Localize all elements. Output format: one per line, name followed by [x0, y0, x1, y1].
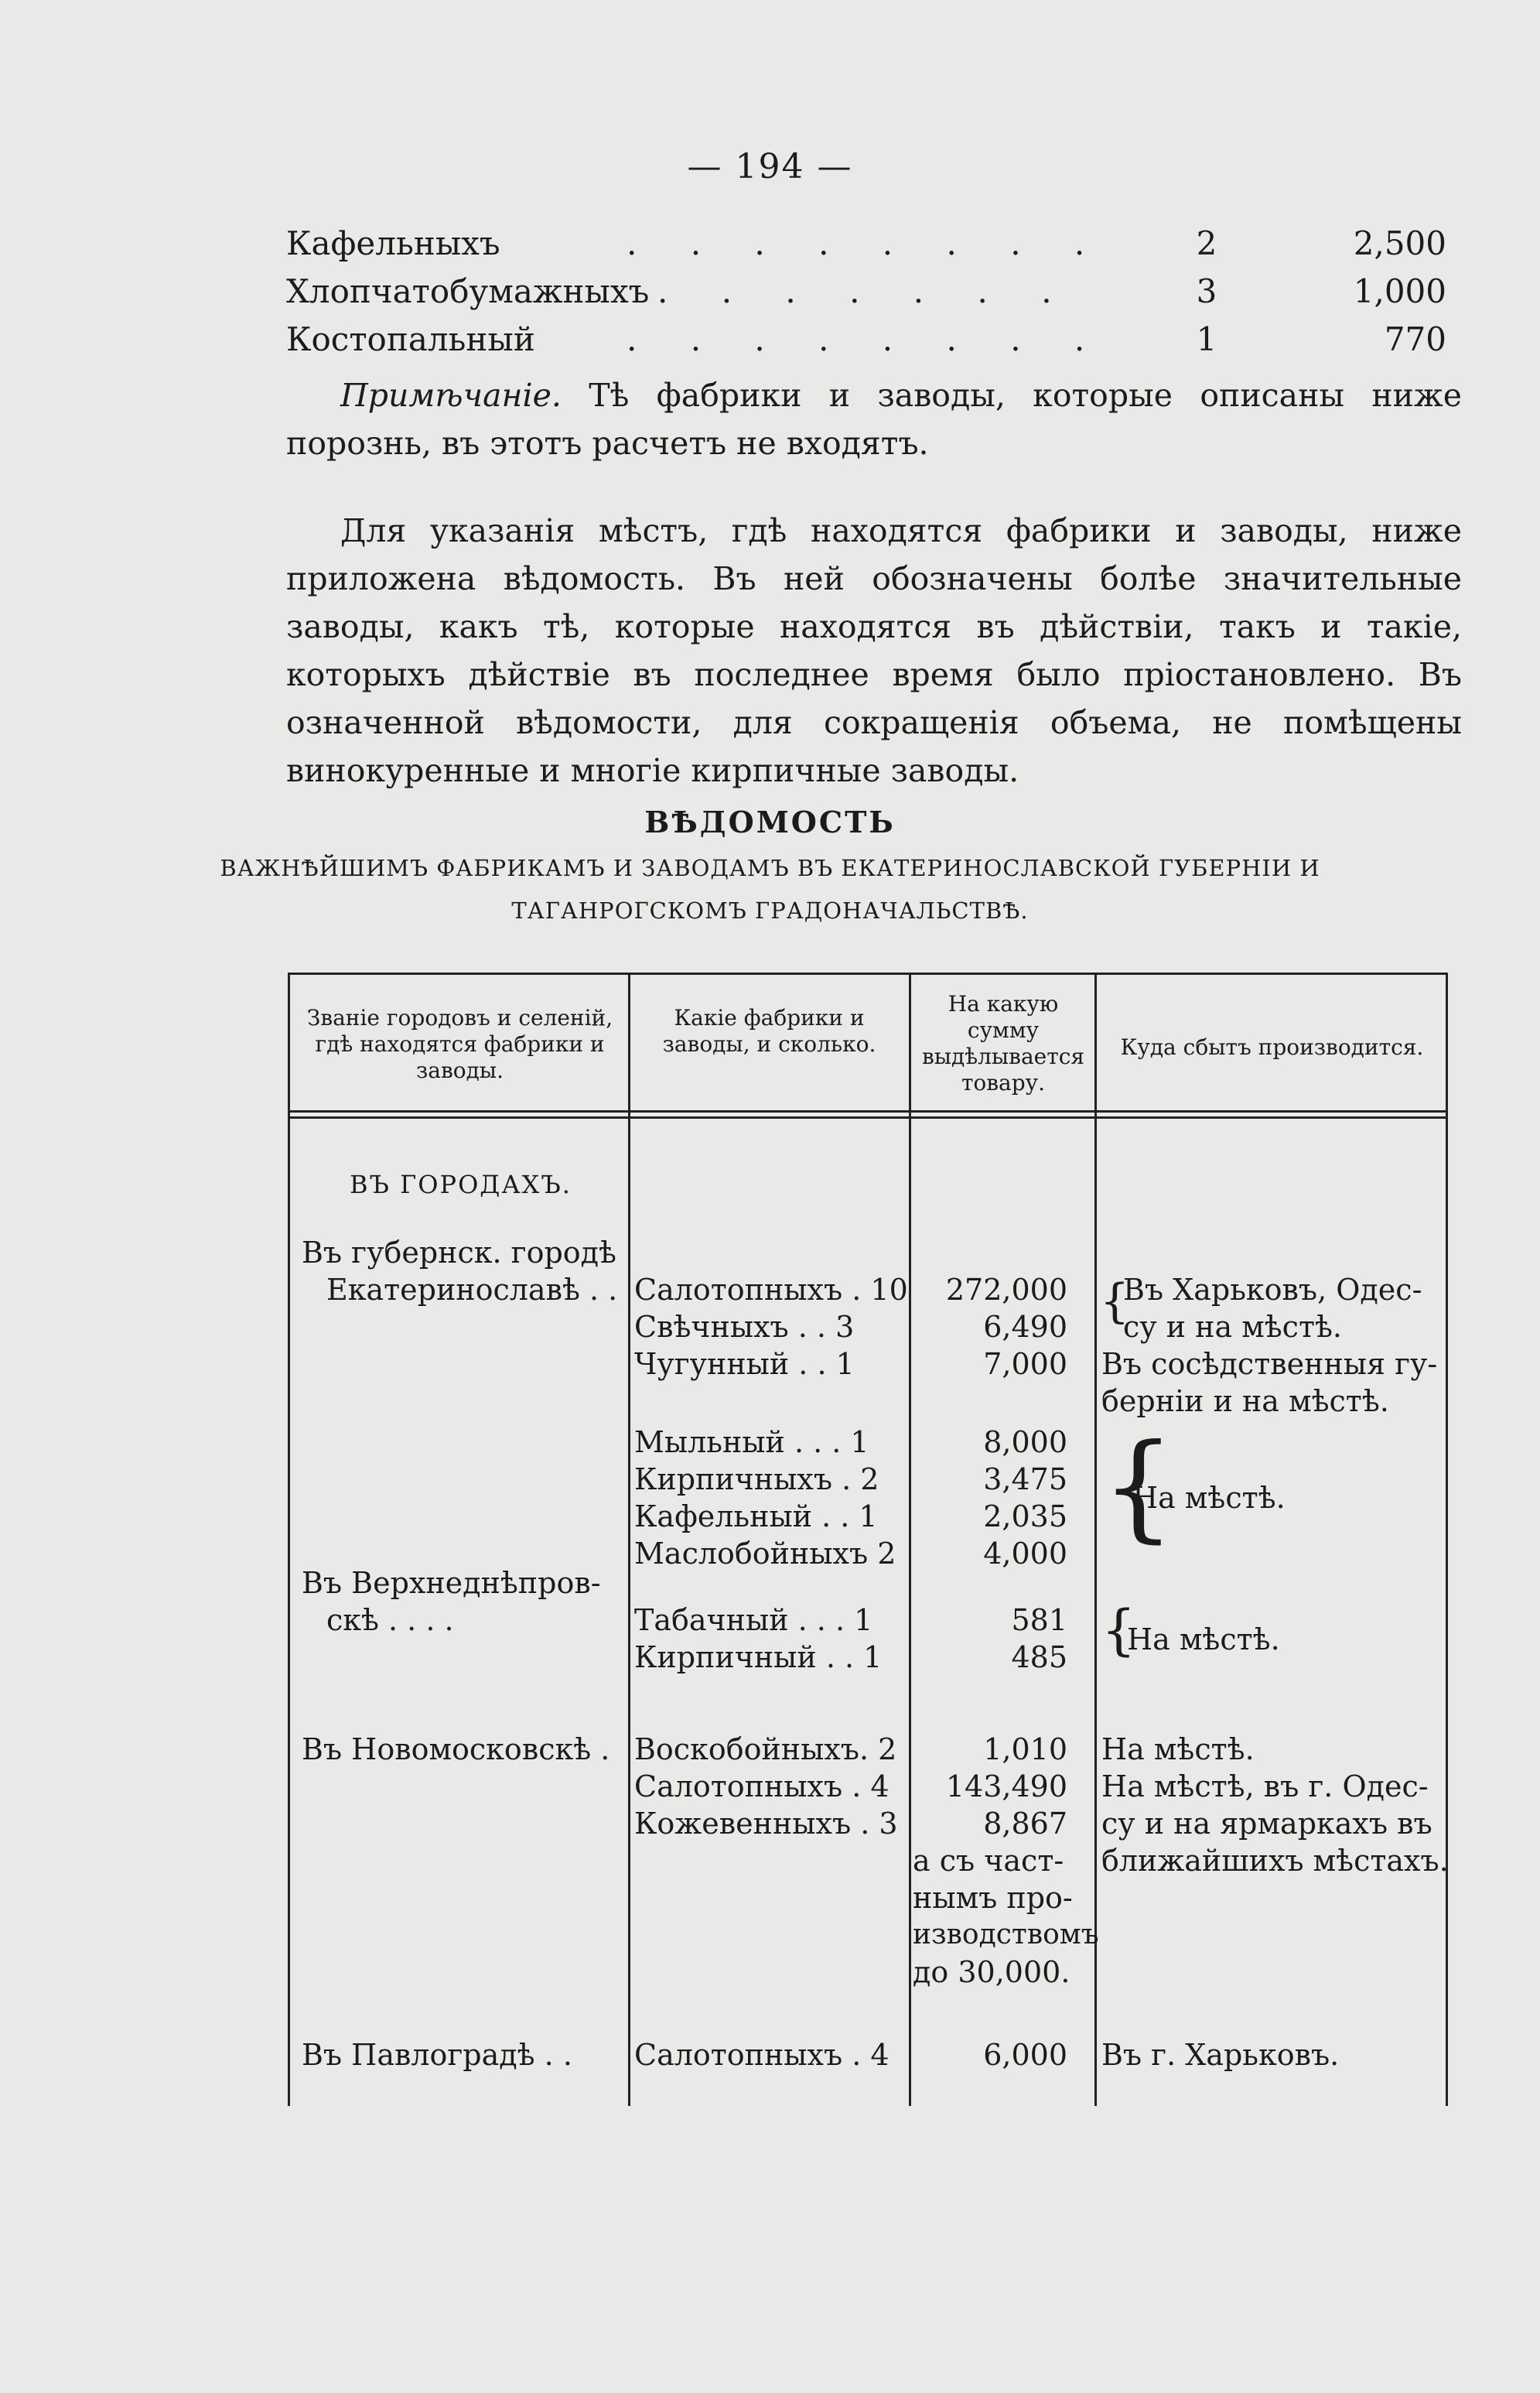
leader-dots: . . . . . . .	[657, 272, 1074, 310]
section-label: ВЪ ГОРОДАХЪ.	[350, 1170, 572, 1199]
table-rule	[288, 1110, 1448, 1113]
market-cell: Въ сосѣдственныя гу-	[1101, 1347, 1438, 1381]
table-cell-sum: 3,475	[983, 1462, 1067, 1496]
factory-count: 2	[1196, 224, 1217, 262]
factory-sum: 1,000	[1353, 272, 1446, 310]
market-cell: Въ г. Харьковъ.	[1101, 2038, 1340, 2072]
column-header: Званіе городовъ и селеній, гдѣ находятся фабрики и заводы.	[306, 1005, 613, 1083]
table-rule	[909, 973, 911, 2106]
table-rule	[288, 1116, 1448, 1119]
place-name: Въ губернск. городѣ	[302, 1236, 616, 1270]
table-cell-factory: Чугунный . . 1	[634, 1347, 855, 1381]
table-cell-sum: 4,000	[983, 1537, 1067, 1571]
statement-title: ВѢДОМОСТЬ	[644, 805, 896, 839]
table-cell-sum: 1,010	[983, 1732, 1067, 1766]
table-cell-factory: Кожевенныхъ . 3	[634, 1807, 898, 1841]
curly-brace-icon: {	[1100, 1274, 1130, 1328]
leader-dots: . . . . . . . .	[627, 320, 1107, 358]
note-text: Тѣ фабрики и заводы, которые описаны ниже порознь, въ этотъ расчетъ не входятъ.	[286, 377, 1462, 462]
list-item	[286, 224, 1446, 272]
column-header: Куда сбытъ производится.	[1120, 1034, 1424, 1060]
table-cell-factory: Кафельный . . 1	[634, 1499, 878, 1533]
table-cell-sum: 143,490	[945, 1769, 1067, 1803]
table-cell-factory: Кирпичныхъ . 2	[634, 1462, 879, 1496]
table-rule	[288, 973, 1448, 975]
body-text: Для указанія мѣстъ, гдѣ находятся фабрики и заводы, ниже приложена вѣдомость. Въ ней обозначены болѣе значительные заводы, какъ тѣ, которые находятся въ дѣйствіи, такъ и такіе, которыхъ дѣйствіе въ последнее время было пріостановлено. Въ означенной вѣдомости, для сокращенія объема, не помѣщены винокуренные и многіе кирпичные заводы.	[286, 512, 1462, 789]
factory-name: Костопальный	[286, 320, 535, 358]
table-cell-sum: 8,000	[983, 1425, 1067, 1459]
market-cell: су и на мѣстѣ.	[1123, 1310, 1342, 1344]
table-cell-factory: Табачный . . . 1	[634, 1603, 873, 1637]
table-cell-sum: 6,490	[983, 1310, 1067, 1344]
table-cell-factory: Кирпичный . . 1	[634, 1640, 883, 1674]
factory-count: 3	[1196, 272, 1217, 310]
place-name: Въ Павлоградѣ . .	[302, 2038, 572, 2072]
sum-note-line: нымъ про-	[913, 1881, 1073, 1915]
factory-sum: 2,500	[1353, 224, 1446, 262]
column-header: Какіе фабрики и заводы, и сколько.	[662, 1005, 876, 1057]
column-header: На какую сумму выдѣлывается товару.	[921, 991, 1085, 1096]
market-cell: На мѣстѣ.	[1127, 1622, 1280, 1656]
statement-subtitle-line2: ТАГАНРОГСКОМЪ ГРАДОНАЧАЛЬСТВѢ.	[511, 897, 1029, 924]
sum-note-line: до 30,000.	[913, 1955, 1070, 1989]
note-paragraph	[286, 371, 1462, 467]
statement-subtitle-line1: ВАЖНѢЙШИМЪ ФАБРИКАМЪ И ЗАВОДАМЪ ВЪ ЕКАТЕРИНОСЛАВСКОЙ ГУБЕРНІИ И	[220, 855, 1320, 881]
place-name: Въ Верхнеднѣпров-	[302, 1566, 601, 1600]
factory-name: Кафельныхъ	[286, 224, 500, 262]
table-cell-factory: Мыльный . . . 1	[634, 1425, 869, 1459]
factory-sum: 770	[1384, 320, 1446, 358]
market-cell: ближайшихъ мѣстахъ.	[1101, 1844, 1449, 1878]
table-rule	[1446, 973, 1448, 2106]
table-cell-factory: Салотопныхъ . 10	[634, 1273, 908, 1307]
place-name: Екатеринославѣ . .	[326, 1273, 618, 1307]
page-number: — 194 —	[687, 147, 853, 186]
factory-count: 1	[1196, 320, 1217, 358]
market-cell: су и на ярмаркахъ въ	[1101, 1807, 1432, 1841]
factories-table	[288, 973, 1448, 2106]
place-name: скѣ . . . .	[326, 1603, 454, 1637]
table-cell-factory: Салотопныхъ . 4	[634, 2038, 890, 2072]
leader-dots: . . . . . . . .	[627, 224, 1107, 262]
table-cell-sum: 6,000	[983, 2038, 1067, 2072]
table-cell-factory: Маслобойныхъ 2	[634, 1537, 896, 1571]
curly-brace-icon: {	[1101, 1598, 1136, 1662]
list-item	[286, 272, 1446, 320]
table-cell-factory: Салотопныхъ . 4	[634, 1769, 890, 1803]
curly-brace-icon: {	[1101, 1420, 1176, 1554]
place-name: Въ Новомосковскѣ .	[302, 1732, 610, 1766]
factory-name: Хлопчатобумажныхъ	[286, 272, 650, 310]
market-cell: берніи и на мѣстѣ.	[1101, 1384, 1389, 1418]
table-cell-sum: 2,035	[983, 1499, 1067, 1533]
table-cell-factory: Воскобойныхъ. 2	[634, 1732, 897, 1766]
body-paragraph	[286, 507, 1462, 795]
market-cell: На мѣстѣ.	[1101, 1732, 1255, 1766]
sum-note-line: а съ част-	[913, 1844, 1064, 1878]
table-cell-factory: Свѣчныхъ . . 3	[634, 1310, 855, 1344]
table-cell-sum: 272,000	[945, 1273, 1067, 1307]
market-cell: На мѣстѣ, въ г. Одес-	[1101, 1769, 1429, 1803]
sum-note-line: изводствомъ	[913, 1919, 1099, 1950]
table-cell-sum: 8,867	[983, 1807, 1067, 1841]
table-rule	[288, 973, 290, 2106]
market-cell: На мѣстѣ.	[1132, 1481, 1286, 1515]
table-cell-sum: 7,000	[983, 1347, 1067, 1381]
list-item	[286, 320, 1446, 368]
note-label: Примѣчаніе.	[340, 377, 562, 414]
table-cell-sum: 581	[1011, 1603, 1067, 1637]
table-rule	[628, 973, 630, 2106]
market-cell: Въ Харьковъ, Одес-	[1123, 1273, 1422, 1307]
table-cell-sum: 485	[1011, 1640, 1067, 1674]
